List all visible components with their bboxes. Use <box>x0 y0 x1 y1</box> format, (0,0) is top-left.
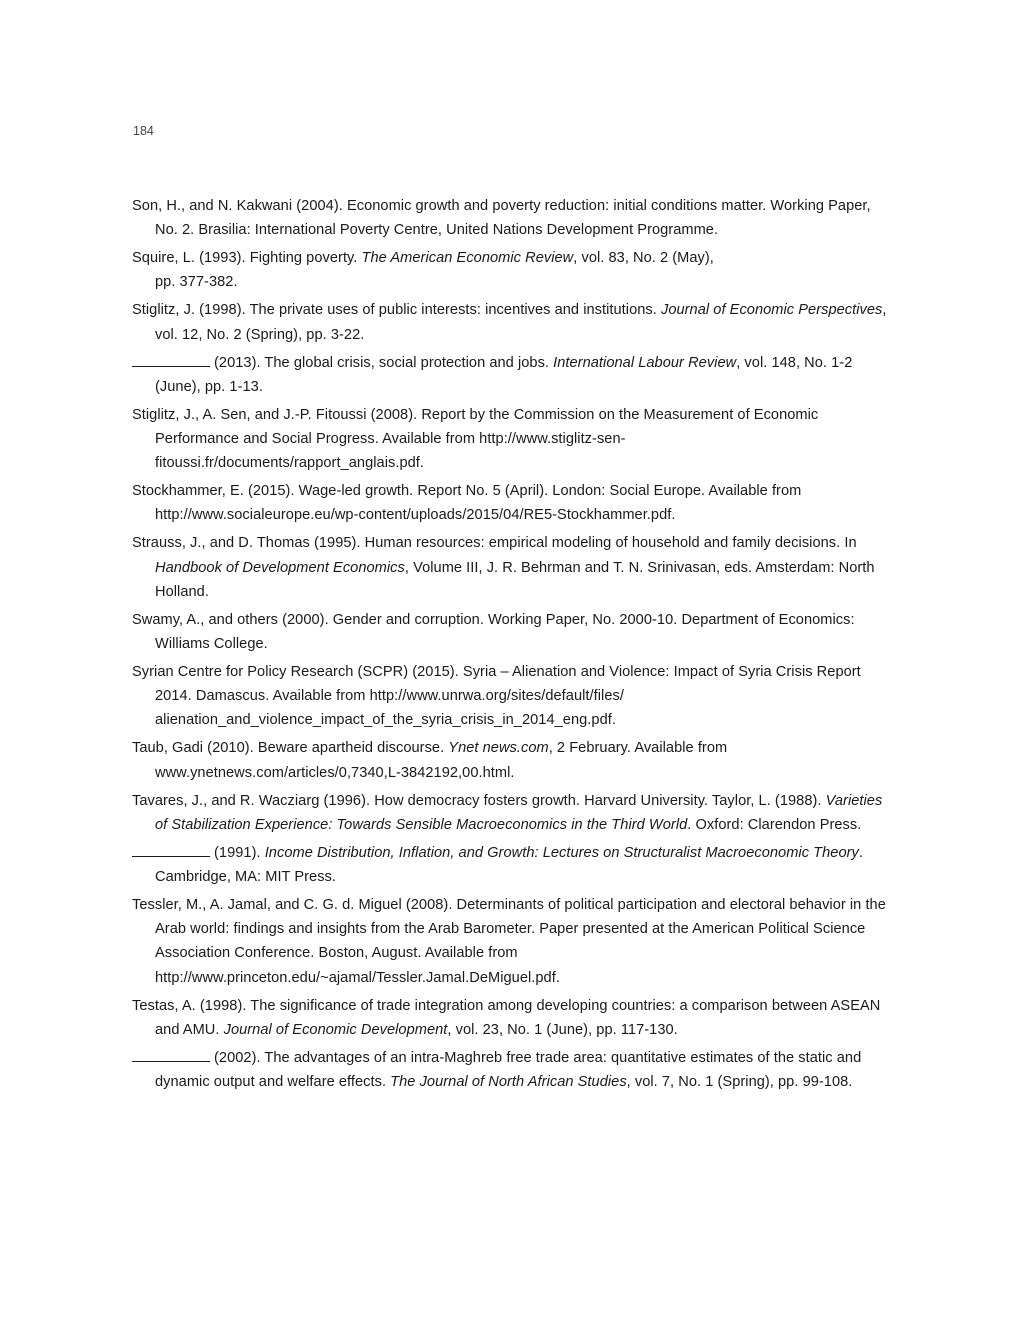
reference-text: . Cambridge, MA: MIT Press. <box>155 844 863 886</box>
reference-entry <box>132 351 888 399</box>
reference-text: Stockhammer, E. (2015). Wage-led growth. Report No. 5 (April). London: Social Europe. Available from http://www.socialeurope.eu/wp-content/uploads/2015/04/RE5-Stockhammer.pdf. <box>132 483 802 524</box>
reference-text: Swamy, A., and others (2000). Gender and corruption. Working Paper, No. 2000-10. Department of Economics: Williams College. <box>132 611 855 653</box>
repeated-author-dash <box>132 1049 210 1062</box>
reference-entry <box>132 1046 888 1094</box>
reference-text: Testas, A. (1998). The significance of trade integration among developing countries: a comparison between ASEAN and AMU. <box>132 997 881 1038</box>
reference-entry <box>132 841 888 889</box>
reference-entry <box>132 298 888 346</box>
reference-text: . Oxford: Clarendon Press. <box>687 816 862 833</box>
page-number: 184 <box>133 124 154 138</box>
reference-text: , vol. 12, No. 2 (Spring), pp. 3-22. <box>155 302 887 343</box>
reference-text: Squire, L. (1993). Fighting poverty. <box>132 250 362 267</box>
reference-text: (1991). <box>214 844 265 861</box>
reference-text: Syrian Centre for Policy Research (SCPR) (2015). Syria – Alienation and Violence: Impact of Syria Crisis Report 2014. Damascus. Available from http://www.unrwa.org/sites/default/files/ <box>132 664 861 705</box>
reference-text: Taub, Gadi (2010). Beware apartheid discourse. <box>132 740 449 757</box>
reference-text: , vol. 148, No. 1-2 (June), pp. 1-13. <box>155 354 853 395</box>
reference-title-italic: Varieties of Stabilization Experience: Towards Sensible Macroeconomics in the Third World <box>155 792 883 833</box>
reference-entry <box>132 736 888 784</box>
reference-text: , vol. 7, No. 1 (Spring), pp. 99-108. <box>626 1074 853 1091</box>
reference-title-italic: Handbook of Development Economics <box>155 559 405 576</box>
reference-text: pp. 377-382. <box>155 274 238 291</box>
reference-text: alienation_and_violence_impact_of_the_syria_crisis_in_2014_eng.pdf. <box>155 712 616 729</box>
reference-entry <box>132 531 888 604</box>
reference-title-italic: Income Distribution, Inflation, and Growth: Lectures on Structuralist Macroeconomic Theory <box>264 844 859 861</box>
reference-text: (2002). The advantages of an intra-Maghreb free trade area: quantitative estimates of the static and dynamic output and welfare effects. <box>155 1049 862 1091</box>
reference-text: Strauss, J., and D. Thomas (1995). Human resources: empirical modeling of household and family decisions. In <box>132 535 857 552</box>
reference-title-italic: International Labour Review <box>553 354 737 371</box>
reference-text: , vol. 83, No. 2 (May), <box>573 250 714 267</box>
reference-entry <box>132 789 888 837</box>
reference-text: Tessler, M., A. Jamal, and C. G. d. Miguel (2008). Determinants of political participation and electoral behavior in the Arab world: findings and insights from the Arab Barometer. Paper presented at the American Political Science Association Conference. Boston, August. Available from http://www.princeton.edu/~ajamal/Tessler.Jamal.DeMiguel.pdf. <box>132 897 886 986</box>
reference-entry <box>132 194 888 242</box>
reference-entry <box>132 608 888 656</box>
reference-title-italic: Journal of Economic Development <box>223 1021 448 1038</box>
reference-title-italic: Journal of Economic Perspectives <box>660 302 883 319</box>
reference-text: Stiglitz, J. (1998). The private uses of public interests: incentives and institutions. <box>132 302 661 319</box>
reference-entry <box>132 403 888 476</box>
reference-text: Stiglitz, J., A. Sen, and J.-P. Fitoussi (2008). Report by the Commission on the Measurement of Economic Performance and Social Progress. Available from http://www.stiglitz-sen-fitoussi.fr/documents/rapport_anglais.pdf. <box>132 406 819 472</box>
reference-text: Son, H., and N. Kakwani (2004). Economic growth and poverty reduction: initial conditions matter. Working Paper, No. 2. Brasilia: International Poverty Centre, United Nations Development Programme. <box>132 198 871 239</box>
reference-title-italic: Ynet news.com <box>448 740 549 757</box>
repeated-author-dash <box>132 844 210 857</box>
reference-entry <box>132 246 888 294</box>
reference-text: , 2 February. Available from www.ynetnews.com/articles/0,7340,L-3842192,00.html. <box>155 740 728 781</box>
reference-text: Tavares, J., and R. Wacziarg (1996). How democracy fosters growth. Harvard University. Taylor, L. (1988). <box>132 792 826 809</box>
repeated-author-dash <box>132 354 210 367</box>
reference-entry <box>132 479 888 527</box>
reference-list <box>132 194 888 1098</box>
reference-text: (2013). The global crisis, social protection and jobs. <box>214 354 554 371</box>
reference-text: , vol. 23, No. 1 (June), pp. 117-130. <box>447 1021 678 1038</box>
reference-entry <box>132 660 888 733</box>
reference-title-italic: The Journal of North African Studies <box>390 1074 627 1091</box>
reference-entry <box>132 994 888 1042</box>
reference-title-italic: The American Economic Review <box>361 250 574 267</box>
reference-entry <box>132 893 888 990</box>
reference-text: , Volume III, J. R. Behrman and T. N. Srinivasan, eds. Amsterdam: North Holland. <box>155 559 875 600</box>
